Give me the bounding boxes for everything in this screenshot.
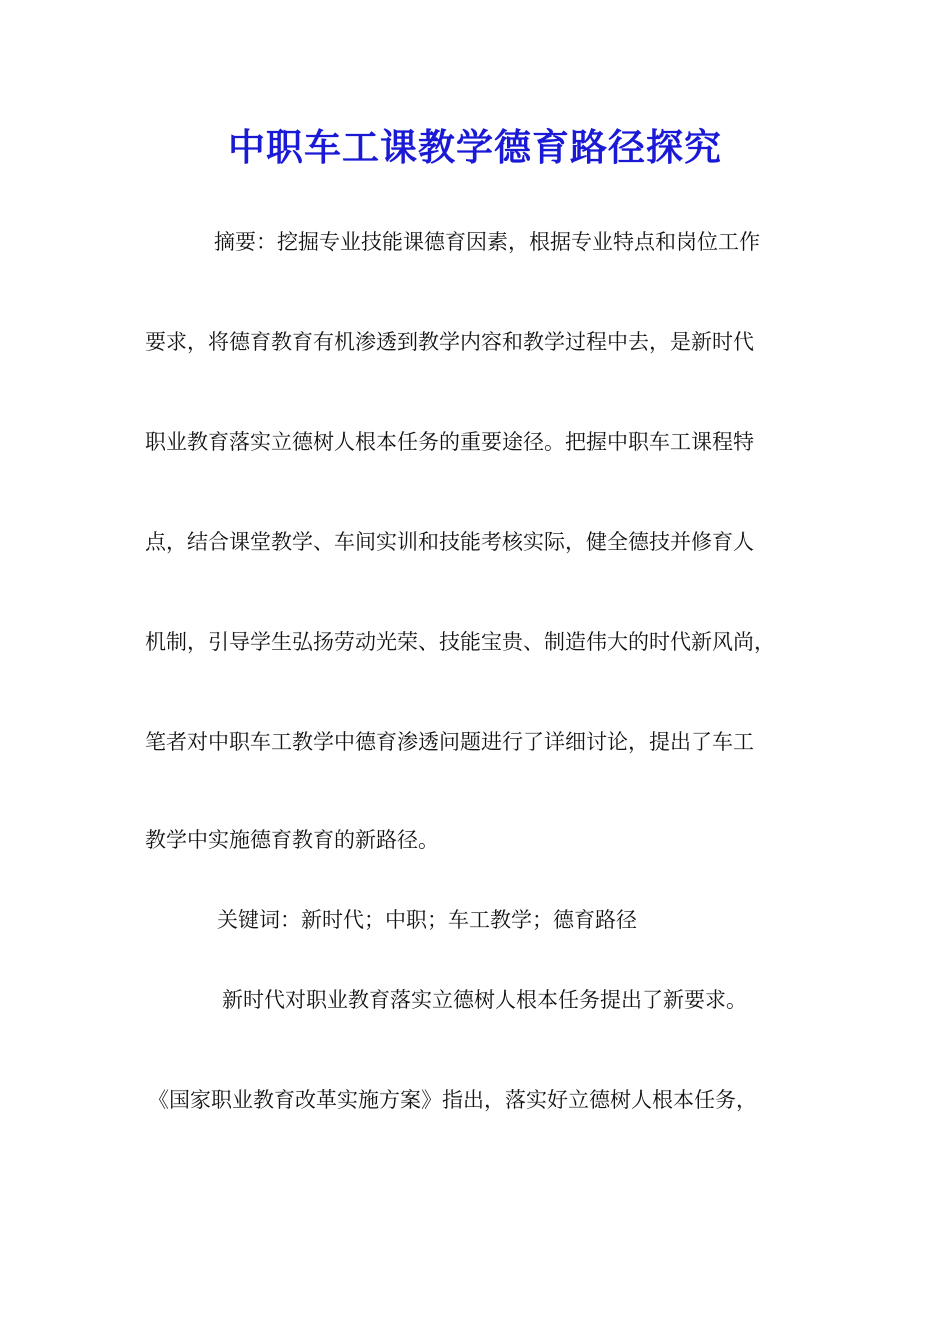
document-title: 中职车工课教学德育路径探究 — [228, 125, 722, 169]
body-line-1: 新时代对职业教育落实立德树人根本任务提出了新要求。 — [222, 988, 747, 1012]
abstract-line-4: 点，结合课堂教学、车间实训和技能考核实际，健全德技并修育人 — [145, 530, 754, 554]
keywords-line: 关键词：新时代；中职；车工教学；德育路径 — [217, 908, 637, 932]
abstract-line-3: 职业教育落实立德树人根本任务的重要途径。把握中职车工课程特 — [145, 430, 754, 454]
abstract-line-2: 要求，将德育教育有机渗透到教学内容和教学过程中去，是新时代 — [145, 330, 754, 354]
abstract-line-7: 教学中实施德育教育的新路径。 — [145, 828, 439, 852]
abstract-line-6: 笔者对中职车工教学中德育渗透问题进行了详细讨论，提出了车工 — [145, 730, 754, 754]
body-line-2: 《国家职业教育改革实施方案》指出，落实好立德树人根本任务， — [148, 1088, 757, 1112]
abstract-line-5: 机制，引导学生弘扬劳动光荣、技能宝贵、制造伟大的时代新风尚， — [145, 630, 775, 654]
abstract-line-1: 摘要：挖掘专业技能课德育因素，根据专业特点和岗位工作 — [214, 230, 760, 254]
